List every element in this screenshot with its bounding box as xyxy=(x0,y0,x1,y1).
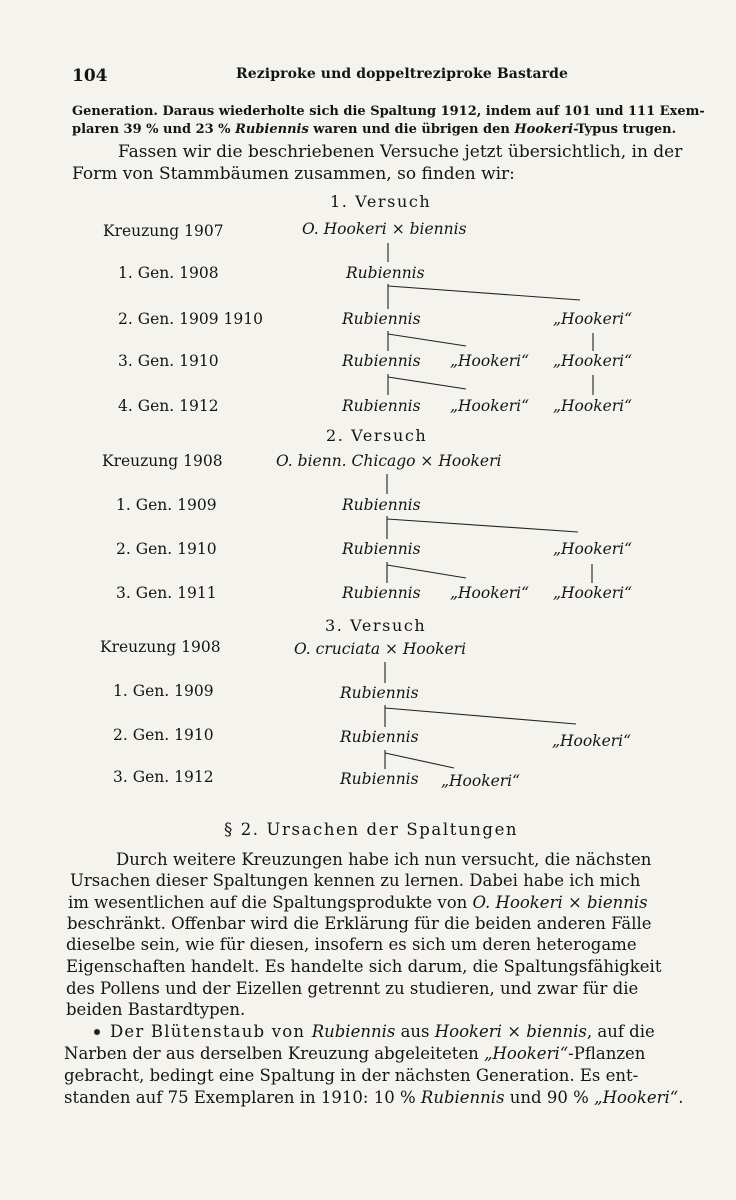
v1-gen4-hookeri-a: „Hookeri“ xyxy=(450,397,530,415)
v3-line-gen2-gen3-hook xyxy=(385,753,454,768)
intro-line-2-text-b: waren und die übrigen den xyxy=(308,122,515,137)
v2-kreuzung-label: Kreuzung 1908 xyxy=(102,452,223,470)
para2-line-4 xyxy=(64,1088,683,1107)
v1-gen1-label: 1. Gen. 1908 xyxy=(118,264,219,282)
para1-line-4: beschränkt. Offenbar wird die Erklärung für die beiden anderen Fälle xyxy=(67,914,652,933)
para2-rubiennis-b: Rubiennis xyxy=(420,1088,505,1107)
para1-line-8: beiden Bastardtypen. xyxy=(66,1000,246,1019)
v2-gen3-label: 3. Gen. 1911 xyxy=(116,584,217,602)
v1-cross: O. Hookeri × biennis xyxy=(302,220,467,238)
para1-line-6: Eigenschaften handelt. Es handelte sich darum, die Spaltungsfähigkeit xyxy=(66,957,662,976)
para2-line-1-aus: aus xyxy=(395,1022,435,1041)
para2-line-1 xyxy=(110,1022,655,1041)
running-title: Reziproke und doppeltreziproke Bastarde xyxy=(236,66,569,82)
v2-gen2-label: 2. Gen. 1910 xyxy=(116,540,217,558)
para1-line-3-text: im wesentlichen auf die Spaltungsprodukte von xyxy=(68,893,473,912)
v1-line-gen2-gen3-hook xyxy=(388,334,466,346)
para1-line-3 xyxy=(68,893,648,912)
v2-gen2-hookeri: „Hookeri“ xyxy=(553,540,633,558)
v3-gen1-label: 1. Gen. 1909 xyxy=(113,682,214,700)
v1-gen1-rubiennis: Rubiennis xyxy=(346,264,425,282)
page-number: 104 xyxy=(72,66,108,86)
intro-line-4: Form von Stammbäumen zusammen, so finden wir: xyxy=(72,164,515,184)
v1-gen4-hookeri-b: „Hookeri“ xyxy=(553,397,633,415)
versuch-1-heading: 1. Versuch xyxy=(330,192,432,211)
para2-hookeri: „Hookeri“ xyxy=(484,1044,569,1063)
v3-gen3-label: 3. Gen. 1912 xyxy=(113,768,214,786)
para2-line-1-text: Der Blütenstaub von xyxy=(110,1022,312,1041)
para2-hookeri-b: „Hookeri“ xyxy=(594,1088,679,1107)
v2-gen1-label: 1. Gen. 1909 xyxy=(116,496,217,514)
para1-cross-name: O. Hookeri × biennis xyxy=(472,893,648,912)
v1-gen4-label: 4. Gen. 1912 xyxy=(118,397,219,415)
v2-gen3-hookeri-b: „Hookeri“ xyxy=(553,584,633,602)
v3-kreuzung-label: Kreuzung 1908 xyxy=(100,638,221,656)
v1-gen2-hookeri: „Hookeri“ xyxy=(553,310,633,328)
para2-line-4-end: . xyxy=(678,1088,684,1107)
para1-line-1: Durch weitere Kreuzungen habe ich nun versucht, die nächsten xyxy=(116,850,652,869)
para2-cross-name: Hookeri × biennis xyxy=(434,1022,587,1041)
v1-gen2-rubiennis: Rubiennis xyxy=(342,310,421,328)
intro-hookeri: Hookeri xyxy=(514,122,574,137)
para2-line-2 xyxy=(64,1044,645,1063)
v2-gen3-hookeri-a: „Hookeri“ xyxy=(450,584,530,602)
intro-line-3: Fassen wir die beschriebenen Versuche jetzt übersichtlich, in der xyxy=(118,142,683,162)
v1-gen3-rubiennis: Rubiennis xyxy=(342,352,421,370)
v3-gen3-hookeri: „Hookeri“ xyxy=(441,772,521,790)
para2-line-2-text: Narben der aus derselben Kreuzung abgeleiteten xyxy=(64,1044,484,1063)
intro-line-1: Generation. Daraus wiederholte sich die Spaltung 1912, indem auf 101 und 111 Exem- xyxy=(72,104,705,119)
para2-line-4-und: und 90 % xyxy=(504,1088,595,1107)
v3-cross: O. cruciata × Hookeri xyxy=(294,640,467,658)
v3-gen2-label: 2. Gen. 1910 xyxy=(113,726,214,744)
ink-blot xyxy=(94,1029,100,1035)
v1-gen3-label: 3. Gen. 1910 xyxy=(118,352,219,370)
para1-line-2: Ursachen dieser Spaltungen kennen zu lernen. Dabei habe ich mich xyxy=(70,871,641,890)
v2-gen3-rubiennis: Rubiennis xyxy=(342,584,421,602)
v2-gen1-rubiennis: Rubiennis xyxy=(342,496,421,514)
v2-gen2-rubiennis: Rubiennis xyxy=(342,540,421,558)
v1-gen3-hookeri-b: „Hookeri“ xyxy=(553,352,633,370)
v3-line-gen1-gen2-hook xyxy=(385,708,576,724)
v3-gen1-rubiennis: Rubiennis xyxy=(340,684,419,702)
para2-line-2-end: -Pflanzen xyxy=(568,1044,646,1063)
para2-line-3: gebracht, bedingt eine Spaltung in der nächsten Generation. Es ent- xyxy=(64,1066,639,1085)
v2-line-gen1-gen2-hook xyxy=(387,519,578,532)
v3-gen2-rubiennis: Rubiennis xyxy=(340,728,419,746)
para1-line-7: des Pollens und der Eizellen getrennt zu studieren, und zwar für die xyxy=(66,979,639,998)
versuch-3-heading: 3. Versuch xyxy=(325,616,427,635)
para2-rubiennis: Rubiennis xyxy=(311,1022,396,1041)
v1-kreuzung-label: Kreuzung 1907 xyxy=(103,222,224,240)
para2-line-1-end: , auf die xyxy=(586,1022,655,1041)
v3-gen2-hookeri: „Hookeri“ xyxy=(552,732,632,750)
v1-line-gen1-gen2-hook xyxy=(388,286,580,300)
section-heading: § 2. Ursachen der Spaltungen xyxy=(224,820,519,839)
v1-gen2-label: 2. Gen. 1909 1910 xyxy=(118,310,263,328)
v2-cross: O. bienn. Chicago × Hookeri xyxy=(276,452,502,470)
v2-line-gen2-gen3-hook xyxy=(387,565,466,578)
intro-rubiennis: Rubiennis xyxy=(235,122,309,137)
para2-line-4-text: standen auf 75 Exemplaren in 1910: 10 % xyxy=(64,1088,421,1107)
v3-gen3-rubiennis: Rubiennis xyxy=(340,770,419,788)
v1-line-gen3-gen4-hook xyxy=(388,377,466,389)
v1-gen4-rubiennis: Rubiennis xyxy=(342,397,421,415)
v1-gen3-hookeri-a: „Hookeri“ xyxy=(450,352,530,370)
para1-line-5: dieselbe sein, wie für diesen, insofern es sich um deren heterogame xyxy=(66,935,637,954)
intro-line-2-text-c: -Typus trugen. xyxy=(573,122,677,137)
intro-line-2-text: plaren 39 % und 23 % xyxy=(72,122,236,137)
versuch-2-heading: 2. Versuch xyxy=(326,426,428,445)
